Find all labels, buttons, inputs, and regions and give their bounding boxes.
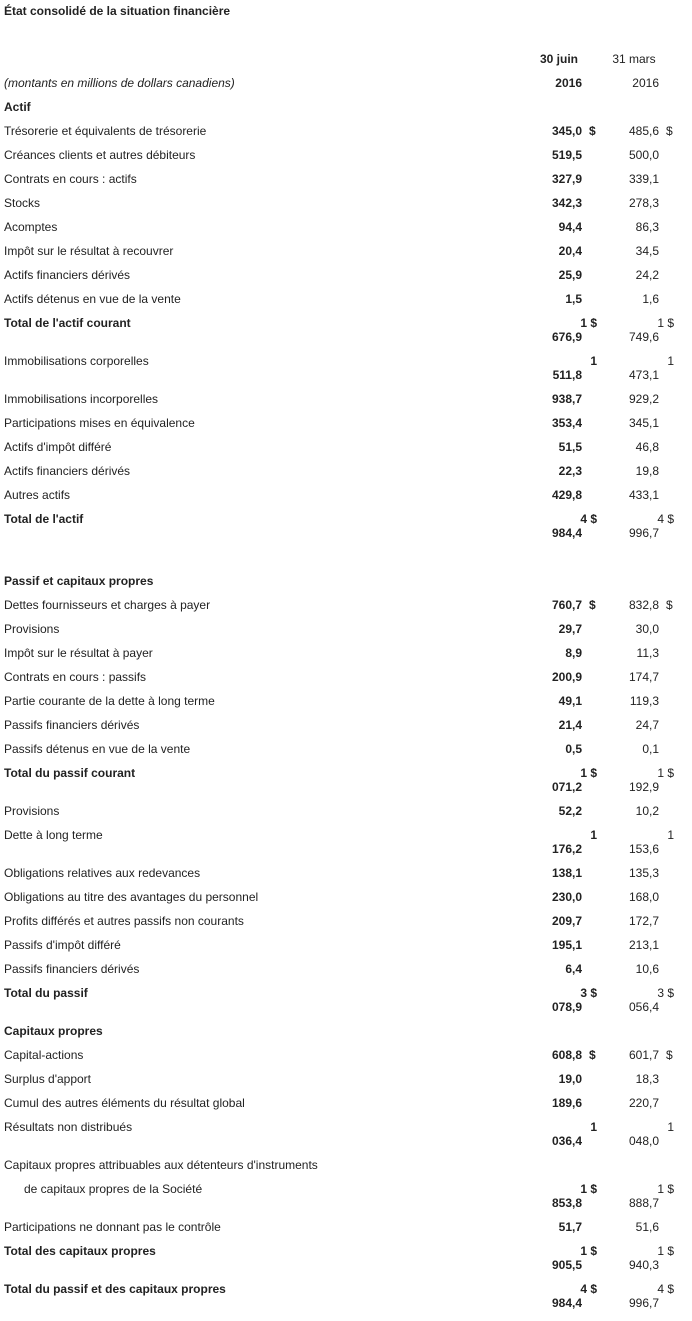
value-march: 168,0 xyxy=(628,890,659,904)
value-march: 172,7 xyxy=(628,914,659,928)
value-june: 29,7 xyxy=(558,622,582,636)
value-june: 6,4 xyxy=(565,962,582,976)
value-march: 929,2 xyxy=(628,392,659,406)
table-row xyxy=(0,1120,692,1148)
value-june: 345,0 xyxy=(551,124,582,138)
table-row xyxy=(0,804,692,818)
row-label: Autres actifs xyxy=(4,488,71,502)
row-label: Total du passif et des capitaux propres xyxy=(4,1282,226,1296)
table-row xyxy=(0,292,692,306)
table-row xyxy=(0,1048,692,1062)
value-june: 230,0 xyxy=(551,890,582,904)
table-row xyxy=(0,440,692,454)
value-march: 46,8 xyxy=(635,440,659,454)
row-label: Immobilisations corporelles xyxy=(4,354,149,368)
value-june: 353,4 xyxy=(551,416,582,430)
table-row xyxy=(0,742,692,756)
table-row xyxy=(0,890,692,904)
row-label: Total de l'actif courant xyxy=(4,316,131,330)
value-june-line1: 4 $ xyxy=(580,512,597,526)
table-row xyxy=(0,1220,692,1234)
value-june: 327,9 xyxy=(551,172,582,186)
value-june: 760,7 xyxy=(551,598,582,612)
row-label: Actifs d'impôt différé xyxy=(4,440,112,454)
value-june: 51,5 xyxy=(558,440,582,454)
total-row xyxy=(0,1244,692,1272)
value-march: 10,6 xyxy=(635,962,659,976)
value-june: 1,5 xyxy=(565,292,582,306)
value-march: 119,3 xyxy=(629,694,659,708)
value-march: 24,7 xyxy=(635,718,659,732)
value-june: 200,9 xyxy=(551,670,582,684)
row-label: Impôt sur le résultat à payer xyxy=(4,646,153,660)
row-label: Passifs financiers dérivés xyxy=(4,718,140,732)
value-june-line2: 984,4 xyxy=(551,1296,582,1310)
value-march-line1: 1 $ xyxy=(657,1244,674,1258)
row-label: Actifs financiers dérivés xyxy=(4,268,131,282)
table-row xyxy=(0,392,692,406)
value-march: 601,7 xyxy=(628,1048,659,1062)
row-label: Total du passif courant xyxy=(4,766,136,780)
value-march: 24,2 xyxy=(635,268,659,282)
row-label: Capitaux propres xyxy=(4,1024,103,1038)
value-march-line2: 888,7 xyxy=(628,1196,659,1210)
table-row xyxy=(0,598,692,612)
row-label: Actif xyxy=(4,100,31,114)
table-row xyxy=(0,196,692,210)
currency-june: $ xyxy=(589,124,596,138)
table-row xyxy=(0,354,692,382)
value-june: 138,1 xyxy=(551,866,582,880)
value-june: 22,3 xyxy=(558,464,582,478)
column-year-june: 2016 xyxy=(555,76,582,90)
value-march: 832,8 xyxy=(628,598,659,612)
table-row xyxy=(0,1182,692,1210)
value-march: 174,7 xyxy=(628,670,659,684)
currency-june: $ xyxy=(589,598,596,612)
value-june: 608,8 xyxy=(551,1048,582,1062)
row-label: Immobilisations incorporelles xyxy=(4,392,159,406)
table-row xyxy=(0,646,692,660)
value-march: 485,6 xyxy=(628,124,659,138)
value-march-line2: 996,7 xyxy=(628,526,659,540)
value-june: 195,1 xyxy=(551,938,582,952)
row-label: Stocks xyxy=(4,196,41,210)
row-label: Actifs financiers dérivés xyxy=(4,464,131,478)
row-label: Dette à long terme xyxy=(4,828,103,842)
currency-march: $ xyxy=(666,124,673,138)
value-march: 220,7 xyxy=(628,1096,659,1110)
table-row xyxy=(0,148,692,162)
value-march: 11,3 xyxy=(636,646,659,660)
value-june-line1: 1 $ xyxy=(580,766,597,780)
table-row xyxy=(0,268,692,282)
currency-june: $ xyxy=(589,1048,596,1062)
row-label: Trésorerie et équivalents de trésorerie xyxy=(4,124,207,138)
row-label: Participations ne donnant pas le contrôle xyxy=(4,1220,221,1234)
row-label: Dettes fournisseurs et charges à payer xyxy=(4,598,211,612)
table-row xyxy=(0,416,692,430)
row-label: Actifs détenus en vue de la vente xyxy=(4,292,181,306)
row-label: Contrats en cours : passifs xyxy=(4,670,147,684)
value-march: 0,1 xyxy=(642,742,659,756)
row-label: Total de l'actif xyxy=(4,512,84,526)
row-label: Total du passif xyxy=(4,986,88,1000)
table-row xyxy=(0,962,692,976)
row-label: Passifs détenus en vue de la vente xyxy=(4,742,191,756)
value-june-line2: 071,2 xyxy=(551,780,582,794)
value-june: 51,7 xyxy=(558,1220,582,1234)
value-march-line2: 056,4 xyxy=(628,1000,659,1014)
row-label: Capitaux propres attribuables aux détenteurs d'instruments xyxy=(4,1158,318,1172)
total-row xyxy=(0,512,692,540)
value-june: 19,0 xyxy=(558,1072,582,1086)
value-march-line2: 473,1 xyxy=(628,368,659,382)
table-row xyxy=(0,622,692,636)
value-june-line1: 4 $ xyxy=(580,1282,597,1296)
value-march: 30,0 xyxy=(635,622,659,636)
value-june: 519,5 xyxy=(551,148,582,162)
value-june: 938,7 xyxy=(551,392,582,406)
value-march-line1: 1 xyxy=(667,354,674,368)
row-label: Cumul des autres éléments du résultat global xyxy=(4,1096,245,1110)
section-header xyxy=(0,574,692,588)
table-row xyxy=(0,670,692,684)
value-march: 18,3 xyxy=(635,1072,659,1086)
value-march: 34,5 xyxy=(635,244,659,258)
value-june-line2: 078,9 xyxy=(551,1000,582,1014)
value-march-line1: 1 $ xyxy=(657,1182,674,1196)
value-june-line2: 511,8 xyxy=(552,368,582,382)
value-june-line2: 036,4 xyxy=(551,1134,582,1148)
table-row xyxy=(0,866,692,880)
value-june-line1: 1 xyxy=(590,1120,597,1134)
row-label: Total des capitaux propres xyxy=(4,1244,156,1258)
row-label: Passifs d'impôt différé xyxy=(4,938,121,952)
value-march: 278,3 xyxy=(628,196,659,210)
value-june: 429,8 xyxy=(551,488,582,502)
row-label: Participations mises en équivalence xyxy=(4,416,195,430)
value-march-line1: 1 xyxy=(667,1120,674,1134)
value-june-line1: 1 $ xyxy=(580,1244,597,1258)
table-row xyxy=(0,938,692,952)
value-march-line1: 1 xyxy=(667,828,674,842)
table-row xyxy=(0,464,692,478)
column-header-march: 31 mars xyxy=(612,52,656,66)
value-june-line2: 984,4 xyxy=(551,526,582,540)
row-label: Partie courante de la dette à long terme xyxy=(4,694,215,708)
value-june-line2: 176,2 xyxy=(551,842,582,856)
value-march: 433,1 xyxy=(628,488,659,502)
value-march: 86,3 xyxy=(635,220,659,234)
table-row xyxy=(0,124,692,138)
row-label: Provisions xyxy=(4,622,60,636)
value-june: 189,6 xyxy=(551,1096,582,1110)
row-label: Capital-actions xyxy=(4,1048,84,1062)
value-june: 52,2 xyxy=(558,804,582,818)
value-june: 8,9 xyxy=(565,646,582,660)
table-row xyxy=(0,914,692,928)
currency-march: $ xyxy=(666,1048,673,1062)
row-label: Passif et capitaux propres xyxy=(4,574,154,588)
value-june-line1: 1 $ xyxy=(580,1182,597,1196)
section-header xyxy=(0,1024,692,1038)
value-june: 21,4 xyxy=(558,718,582,732)
row-label: de capitaux propres de la Société xyxy=(24,1182,203,1196)
row-label: Créances clients et autres débiteurs xyxy=(4,148,196,162)
value-march: 500,0 xyxy=(628,148,659,162)
row-label: Impôt sur le résultat à recouvrer xyxy=(4,244,174,258)
value-june-line2: 853,8 xyxy=(551,1196,582,1210)
total-row xyxy=(0,766,692,794)
value-march-line1: 4 $ xyxy=(657,1282,674,1296)
row-label: Obligations relatives aux redevances xyxy=(4,866,201,880)
row-label: Résultats non distribués xyxy=(4,1120,133,1134)
value-june-line1: 1 xyxy=(590,828,597,842)
value-march: 1,6 xyxy=(642,292,659,306)
value-june: 94,4 xyxy=(558,220,582,234)
value-march-line2: 749,6 xyxy=(628,330,659,344)
table-row xyxy=(0,172,692,186)
table-row xyxy=(0,1096,692,1110)
table-row xyxy=(0,1072,692,1086)
row-label: Acomptes xyxy=(4,220,58,234)
currency-march: $ xyxy=(666,598,673,612)
amounts-note: (montants en millions de dollars canadiens) xyxy=(4,76,235,90)
value-march: 345,1 xyxy=(628,416,659,430)
value-june-line2: 905,5 xyxy=(551,1258,582,1272)
value-march-line2: 048,0 xyxy=(628,1134,659,1148)
value-march-line2: 153,6 xyxy=(628,842,659,856)
value-march-line1: 1 $ xyxy=(657,316,674,330)
value-march-line1: 4 $ xyxy=(657,512,674,526)
table-row xyxy=(0,220,692,234)
table-row xyxy=(0,828,692,856)
table-row xyxy=(0,244,692,258)
value-june-line1: 3 $ xyxy=(580,986,597,1000)
value-june-line1: 1 $ xyxy=(580,316,597,330)
page-title: État consolidé de la situation financière xyxy=(4,4,231,18)
value-june: 25,9 xyxy=(558,268,582,282)
value-march: 19,8 xyxy=(635,464,659,478)
total-row xyxy=(0,1282,692,1310)
value-march: 213,1 xyxy=(628,938,659,952)
value-march: 339,1 xyxy=(628,172,659,186)
table-row xyxy=(0,1158,692,1172)
total-row xyxy=(0,986,692,1014)
row-label: Contrats en cours : actifs xyxy=(4,172,137,186)
row-label: Provisions xyxy=(4,804,60,818)
row-label: Profits différés et autres passifs non courants xyxy=(4,914,244,928)
row-label: Passifs financiers dérivés xyxy=(4,962,140,976)
value-june: 0,5 xyxy=(565,742,582,756)
table-row xyxy=(0,718,692,732)
column-header-june: 30 juin xyxy=(539,52,578,66)
value-june: 49,1 xyxy=(558,694,582,708)
total-row xyxy=(0,316,692,344)
table-row xyxy=(0,488,692,502)
value-june-line1: 1 xyxy=(590,354,597,368)
row-label: Surplus d'apport xyxy=(4,1072,92,1086)
section-header xyxy=(0,100,692,114)
value-june: 20,4 xyxy=(558,244,582,258)
row-label: Obligations au titre des avantages du personnel xyxy=(4,890,259,904)
value-march-line2: 996,7 xyxy=(628,1296,659,1310)
column-year-march: 2016 xyxy=(632,76,659,90)
value-march-line2: 940,3 xyxy=(628,1258,659,1272)
value-june: 342,3 xyxy=(551,196,582,210)
value-june: 209,7 xyxy=(551,914,582,928)
value-june-line2: 676,9 xyxy=(551,330,582,344)
value-march: 10,2 xyxy=(635,804,659,818)
value-march: 135,3 xyxy=(628,866,659,880)
value-march: 51,6 xyxy=(635,1220,659,1234)
value-march-line1: 3 $ xyxy=(657,986,674,1000)
value-march-line1: 1 $ xyxy=(657,766,674,780)
table-row xyxy=(0,694,692,708)
value-march-line2: 192,9 xyxy=(628,780,659,794)
